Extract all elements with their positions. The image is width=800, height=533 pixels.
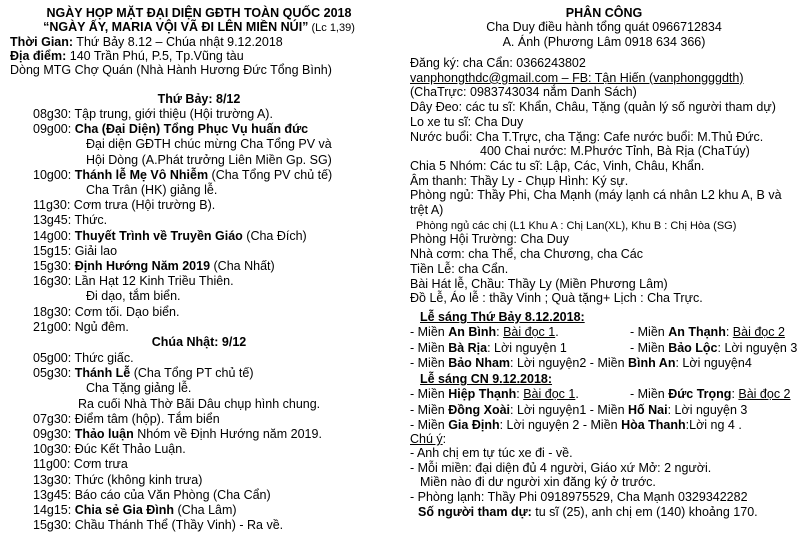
schedule-highlight: Cha (Đại Diện) Tổng Phục Vụ huấn đức [71, 122, 309, 137]
mass-role: : Lời nguyện 3 [717, 340, 798, 355]
mass-role: :Lời ng 4 . [685, 418, 742, 432]
schedule-text: Ngủ đêm. [71, 319, 129, 334]
mass-saturday-heading: Lễ sáng Thứ Bảy 8.12.2018: [420, 310, 585, 324]
schedule-text: Cơm trưa [70, 457, 128, 472]
mass-role: : Lời nguyện 2 - Miền [499, 418, 622, 432]
mass-reading: Bài đọc 1 [523, 387, 576, 401]
sunday-heading: Chúa Nhật: 9/12 [151, 335, 247, 349]
schedule-time: 09g00: [33, 122, 72, 137]
note-text: Miền nào đi dư người xin đăng ký ở trước. [420, 475, 656, 490]
mass-role: : Lời nguyện2 - Miền [510, 356, 629, 370]
mass-reading: Bài đọc 1 [503, 325, 556, 339]
time-value: Thứ Bảy 8.12 – Chúa nhật 9.12.2018 [73, 35, 283, 49]
note-text: - Anh chị em tự túc xe đi - về. [410, 446, 573, 460]
mass-role: : Lời nguyện 3 [667, 402, 748, 417]
schedule-time: 13g30: [33, 472, 72, 487]
mass-region: Bình An [628, 356, 676, 370]
note-text: - Phòng lạnh: Thầy Phi 0918975529, Cha Mạnh 0329342282 [410, 490, 748, 505]
schedule-time: 07g30: [33, 411, 72, 426]
mass-region: Bảo Lộc [668, 340, 718, 355]
schedule-row [33, 198, 215, 213]
place-value: 140 Trần Phú, P.5, Tp.Vũng tàu [66, 49, 244, 63]
mass-prefix: - Miền [410, 340, 449, 355]
schedule-time: 14g15: [33, 503, 72, 517]
schedule-time: 10g00: [33, 167, 72, 182]
schedule-time: 13g45: [33, 213, 72, 228]
schedule-continuation [86, 183, 217, 198]
assignment-line [410, 203, 443, 218]
schedule-time: 16g30: [33, 274, 72, 289]
schedule-text: (Cha Lâm) [174, 503, 237, 517]
motto-ref: (Lc 1,39) [308, 22, 355, 34]
schedule-row [33, 229, 307, 244]
schedule-continuation-text: Hội Dòng (A.Phát trưởng Liên Miền Gp. SG) [86, 152, 332, 167]
mass-region: Hòa Thanh [621, 418, 686, 432]
assignment-line [410, 188, 782, 203]
mass-assignment [630, 387, 791, 402]
assignment-text: Nước buổi: Cha T.Trực, cha Tặng: Cafe nước buổi: M.Thủ Đức. [410, 129, 764, 144]
schedule-row [33, 473, 202, 488]
assignment-text: Nhà cơm: cha Thể, cha Chương, cha Các [410, 247, 643, 262]
mass-role: : [725, 325, 733, 339]
schedule-text: Điểm tâm (hộp). Tắm biển [71, 411, 220, 426]
schedule-text: Thức. [71, 213, 108, 228]
motto-text: “NGÀY ẤY, MARIA VỘI VÃ ĐI LÊN MIỀN NÚI” [43, 20, 309, 34]
assignment-text: Đồ Lễ, Áo lễ : thầy Vinh ; Quà tặng+ Lịch : Cha Trực. [410, 291, 703, 306]
mass-assignment [630, 325, 785, 340]
mass-region: Gia Định [448, 418, 500, 432]
schedule-highlight: Chia sẻ Gia Đình [71, 503, 175, 517]
assignment-line [410, 277, 668, 292]
mass-region: Đồng Xoài [448, 402, 511, 417]
mass-reading: Bài đọc 2 [732, 325, 785, 339]
assignment-line [410, 262, 508, 277]
schedule-text: (Cha Đích) [242, 228, 307, 243]
schedule-text: Báo cáo của Văn Phòng (Cha Cẩn) [71, 487, 271, 502]
notes-heading [410, 432, 446, 447]
schedule-text: (Cha Nhất) [210, 259, 275, 273]
assignment-line [410, 115, 523, 130]
schedule-text: Đúc Kết Thảo Luận. [71, 442, 186, 457]
assignment-text: Bài Hát lễ, Chầu: Thầy Ly (Miền Phương Lâm) [410, 276, 668, 291]
assignments-title: PHÂN CÔNG [565, 6, 643, 20]
mass-prefix: - Miền [410, 402, 449, 417]
saturday-heading: Thứ Bảy: 8/12 [157, 92, 241, 106]
schedule-text: Giải lao [71, 243, 118, 258]
schedule-row [33, 442, 186, 457]
mass-role: : Lời nguyện1 - Miền [510, 402, 628, 417]
schedule-text: Cơm tối. Dạo biển. [71, 304, 180, 319]
schedule-continuation-text: Đại diện GĐTH chúc mừng Cha Tổng PV và [86, 137, 332, 152]
schedule-row [33, 107, 273, 122]
schedule-row [33, 305, 179, 320]
assignments-sub2: A. Ánh (Phương Lâm 0918 634 366) [502, 35, 706, 49]
schedule-time: 15g30: [33, 518, 72, 533]
mass-assignment [410, 341, 567, 356]
schedule-row [33, 351, 134, 366]
event-time [10, 35, 283, 50]
assignment-text: Phòng Hội Trường: Cha Duy [410, 232, 570, 247]
schedule-time: 08g30: [33, 107, 72, 121]
mass-role: : [516, 387, 524, 401]
assignment-line [410, 174, 628, 189]
assignment-line [480, 144, 750, 159]
mass-prefix: - Miền [410, 356, 449, 370]
note-line [410, 446, 573, 461]
schedule-time: 13g45: [33, 487, 72, 502]
mass-assignment [630, 341, 797, 356]
assignment-line [410, 71, 744, 86]
mass-assignment [410, 387, 579, 402]
assignment-text: Phòng ngủ các chị (L1 Khu A : Chị Lan(XL), Khu B : Chị Hòa (SG) [416, 219, 737, 232]
schedule-text: Nhóm về Định Hướng năm 2019. [133, 427, 322, 441]
schedule-row [33, 412, 220, 427]
attendance-value: tu sĩ (25), anh chị em (140) khoảng 170. [531, 505, 758, 519]
assignment-line [410, 232, 569, 247]
schedule-row [33, 488, 271, 503]
mass-reading: Bài đọc 2 [738, 387, 791, 401]
assignment-text: Tiền Lễ: cha Cẩn. [410, 261, 509, 276]
schedule-row [33, 122, 308, 137]
schedule-text: Thức giấc. [71, 351, 134, 365]
note-line [410, 490, 748, 505]
schedule-continuation-text: Đi dạo, tắm biển. [86, 289, 181, 304]
attendance-count [418, 505, 758, 520]
schedule-continuation [86, 381, 191, 396]
mass-prefix: - Miền [410, 387, 449, 401]
assignment-text: Chia 5 Nhóm: Các tu sĩ: Lập, Các, Vinh, Châu, Khẩn. [410, 158, 705, 173]
place-label: Địa điểm: [10, 49, 67, 63]
schedule-row [33, 213, 107, 228]
schedule-continuation-text: Ra cuối Nhà Thờ Bãi Dâu chụp hình chung. [78, 396, 321, 411]
mass-prefix: - Miền [410, 418, 449, 432]
schedule-row [33, 457, 128, 472]
schedule-time: 18g30: [33, 304, 72, 319]
mass-assignment [410, 403, 747, 418]
schedule-text: Cơm trưa (Hội trường B). [70, 198, 216, 213]
schedule-row [33, 503, 237, 518]
assignment-line [410, 56, 586, 71]
mass-region: Bà Rịa [448, 340, 488, 355]
schedule-continuation-text: Cha Tặng giảng lễ. [86, 381, 192, 396]
mass-region: An Bình [448, 325, 497, 339]
schedule-row [33, 427, 322, 442]
assignment-text: Dây Đeo: các tu sĩ: Khẩn, Châu, Tặng (quản lý số người tham dự) [410, 100, 776, 115]
note-text: - Mỗi miền: đại diện đủ 4 người, Giáo xứ Mở: 2 người. [410, 460, 712, 475]
attendance-label: Số người tham dự: [418, 505, 532, 519]
assignment-text: Lo xe tu sĩ: Cha Duy [410, 114, 524, 129]
schedule-time: 14g00: [33, 228, 72, 243]
schedule-continuation [86, 289, 181, 304]
schedule-time: 10g30: [33, 442, 72, 457]
mass-region: Đức Trọng [668, 387, 732, 401]
assignment-text: (ChaTrực: 0983743034 nắm Danh Sách) [410, 85, 637, 100]
mass-role: : Lời nguyện4 [675, 356, 752, 370]
schedule-highlight: Thánh Lễ [71, 366, 131, 381]
assignment-text: 400 Chai nước: M.Phước Tỉnh, Bà Rịa (ChaTúy) [480, 144, 750, 159]
assignment-line [410, 159, 704, 174]
assignment-line [410, 85, 637, 100]
assignment-text: Âm thanh: Thầy Ly - Chụp Hình: Ký sự. [410, 173, 629, 188]
event-place [10, 49, 244, 64]
schedule-continuation [86, 153, 332, 168]
schedule-time: 05g30: [33, 366, 72, 381]
assignment-line [416, 218, 736, 234]
mass-end: . [575, 387, 579, 401]
schedule-text: Thức (không kinh trưa) [71, 472, 203, 487]
schedule-row [33, 518, 283, 533]
event-place-line2: Dòng MTG Chợ Quán (Nhà Hành Hương Đức Tổng Bình) [10, 63, 332, 77]
schedule-time: 11g30: [33, 198, 71, 213]
schedule-row [33, 274, 234, 289]
mass-assignment [410, 356, 752, 371]
mass-region: Hố Nai [628, 402, 668, 417]
assignment-text: trệt A) [410, 203, 444, 217]
schedule-row [33, 366, 253, 381]
assignment-line [410, 130, 763, 145]
mass-assignment [410, 418, 742, 433]
schedule-highlight: Thuyết Trình về Truyền Giáo [71, 228, 243, 243]
event-motto [0, 20, 398, 36]
mass-assignment [410, 325, 559, 340]
schedule-highlight: Thảo luận [71, 427, 134, 441]
schedule-text: Lần Hạt 12 Kinh Triều Thiên. [71, 274, 234, 289]
mass-region: Bảo Nham [448, 356, 511, 370]
mass-role: : Lời nguyện 1 [487, 340, 567, 355]
schedule-text: Tập trung, giới thiệu (Hội trường A). [71, 107, 273, 121]
assignment-text: Phòng ngủ: Thầy Phi, Cha Mạnh (máy lạnh cá nhân L2 khu A, B và [410, 188, 782, 203]
event-title: NGÀY HỌP MẶT ĐẠI DIỆN GĐTH TOÀN QUỐC 2018 [46, 6, 352, 20]
mass-region: Hiệp Thạnh [448, 387, 517, 401]
mass-end: . [555, 325, 559, 339]
mass-role: : [731, 387, 739, 401]
schedule-row [33, 244, 117, 259]
mass-prefix: - Miền [630, 387, 669, 401]
mass-region: An Thạnh [668, 325, 726, 339]
notes-heading-label: Chú ý [410, 432, 443, 446]
schedule-time: 05g00: [33, 351, 72, 365]
assignment-text: vanphongthdc@gmail.com – FB: Tận Hiến (vanphongggdth) [410, 70, 744, 85]
schedule-time: 09g30: [33, 427, 72, 441]
schedule-highlight: Thánh lễ Mẹ Vô Nhiễm [71, 167, 209, 182]
assignment-line [410, 100, 776, 115]
schedule-row [33, 320, 129, 335]
notes-heading-colon: : [442, 432, 447, 446]
schedule-text: Chầu Thánh Thể (Thầy Vinh) - Ra về. [71, 518, 284, 533]
schedule-time: 15g30: [33, 259, 72, 273]
mass-sunday-heading: Lễ sáng CN 9.12.2018: [420, 372, 553, 386]
schedule-text: (Cha Tổng PT chủ tế) [130, 366, 254, 381]
mass-prefix: - Miền [630, 340, 669, 355]
schedule-row [33, 168, 332, 183]
schedule-time: 11g00: [33, 457, 71, 472]
schedule-continuation [78, 397, 320, 412]
mass-prefix: - Miền [410, 325, 449, 339]
time-label: Thời Gian: [10, 35, 74, 49]
mass-role: : [496, 325, 504, 339]
schedule-continuation-text: Cha Trân (HK) giảng lễ. [86, 183, 218, 197]
assignment-line [410, 291, 703, 306]
assignment-line [410, 247, 643, 262]
schedule-time: 15g15: [33, 243, 72, 258]
schedule-continuation [86, 137, 332, 152]
note-line [420, 475, 656, 490]
mass-prefix: - Miền [630, 325, 669, 339]
note-line [410, 461, 711, 476]
assignments-sub1: Cha Duy điều hành tổng quát 0966712834 [486, 20, 722, 34]
schedule-time: 21g00: [33, 319, 72, 334]
schedule-row [33, 259, 275, 274]
schedule-highlight: Định Hướng Năm 2019 [71, 259, 211, 273]
assignment-text: Đăng ký: cha Cẩn: 0366243802 [410, 56, 586, 70]
schedule-text: (Cha Tổng PV chủ tế) [208, 167, 333, 182]
